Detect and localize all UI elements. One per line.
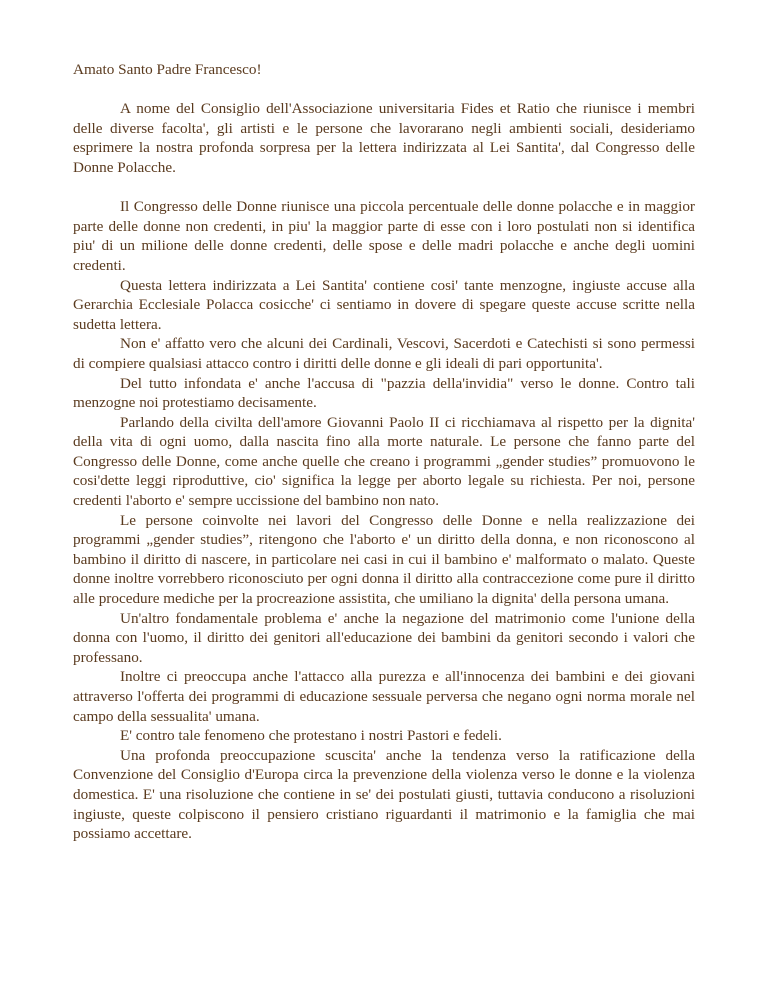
paragraph-intro: A nome del Consiglio dell'Associazione universitaria Fides et Ratio che riunisce i membri delle diverse facolta', gli artisti e le persone che lavorarano negli ambienti sociali, desideriamo esprimere la nostra profonda sorpresa per la lettera indirizzata al Lei Santita', dal Congresso delle Donne Polacche.: [73, 100, 695, 176]
paragraph-purity: Inoltre ci preoccupa anche l'attacco alla purezza e all'innocenza dei bambini e dei giovani attraverso l'offerta dei programmi di educazione sessuale perversa che negano ogni norma morale nel campo della sessualita' umana.: [73, 668, 695, 725]
letter-salutation: Amato Santo Padre Francesco!: [73, 61, 262, 78]
paragraph-congress: Il Congresso delle Donne riunisce una piccola percentuale delle donne polacche e in maggior parte delle donne non credenti, in piu' la maggior parte di esse con i loro postulati non si identifica piu' di un milione delle donne credenti, delle spose e delle madri polacche e anche degli uomini credenti.: [73, 198, 695, 274]
letter-page: [73, 60, 695, 844]
paragraph-envy: Del tutto infondata e' anche l'accusa di "pazzia della'invidia" verso le donne. Contro tali menzogne noi protestiamo decisamente.: [73, 374, 695, 412]
paragraph-civilization-of-love: Parlando della civilta dell'amore Giovanni Paolo II ci ricchiamava al rispetto per la dignita' della vita di ogni uomo, dalla nascita fino alla morte naturale. Le persone che fanno parte del Congresso delle Donne, come anche quelle che creano i programmi „gender studies” promuovono le cosi'dette leggi riproduttive, cio' significa la legge per aborto legale su richiesta. Per noi, persone credenti l'aborto e' sempre uccissione del bambino non nato.: [73, 413, 695, 510]
paragraph-convention: Una profonda preoccupazione scuscita' anche la tendenza verso la ratificazione della Convenzione del Consiglio d'Europa circa la prevenzione della violenza verso le donne e la violenza domestica. E' una risoluzione che contiene in se' dei postulati giusti, tuttavia conducono a risoluzioni ingiuste, queste colpiscono il pensiero cristiano riguardanti il matrimonio e la famiglia che mai possiamo accettare.: [73, 746, 695, 843]
paragraph-lies: Questa lettera indirizzata a Lei Santita' contiene cosi' tante menzogne, ingiuste accuse alla Gerarchia Ecclesiale Polacca cosicche' ci sentiamo in dovere di spegare queste accuse scritte nella sudetta lettera.: [73, 276, 695, 333]
paragraph-marriage: Un'altro fondamentale problema e' anche la negazione del matrimonio come l'unione della donna con l'uomo, il diritto dei genitori all'educazione dei bambini da genitori secondo i valori che professano.: [73, 609, 695, 666]
paragraph-protest: E' contro tale fenomeno che protestano i nostri Pastori e fedeli.: [120, 727, 502, 745]
paragraph-not-true: Non e' affatto vero che alcuni dei Cardinali, Vescovi, Sacerdoti e Catechisti si sono permessi di compiere qualsiasi attacco contro i diritti delle donne e gli ideali di pari opportunita'.: [73, 335, 695, 372]
paragraph-gender-studies: Le persone coinvolte nei lavori del Congresso delle Donne e nella realizzazione dei programmi „gender studies”, ritengono che l'aborto e' un diritto della donna, e non riconoscono al bambino il diritto di nascere, in particolare nei casi in cui il bambino e' malformato o malato. Queste donne inoltre vorrebbero riconosciuto per ogni donna il diritto alla contraccezione come pure il diritto alle procedure mediche per la procreazione assistita, che umiliano la dignita' della persona umana.: [73, 511, 695, 608]
